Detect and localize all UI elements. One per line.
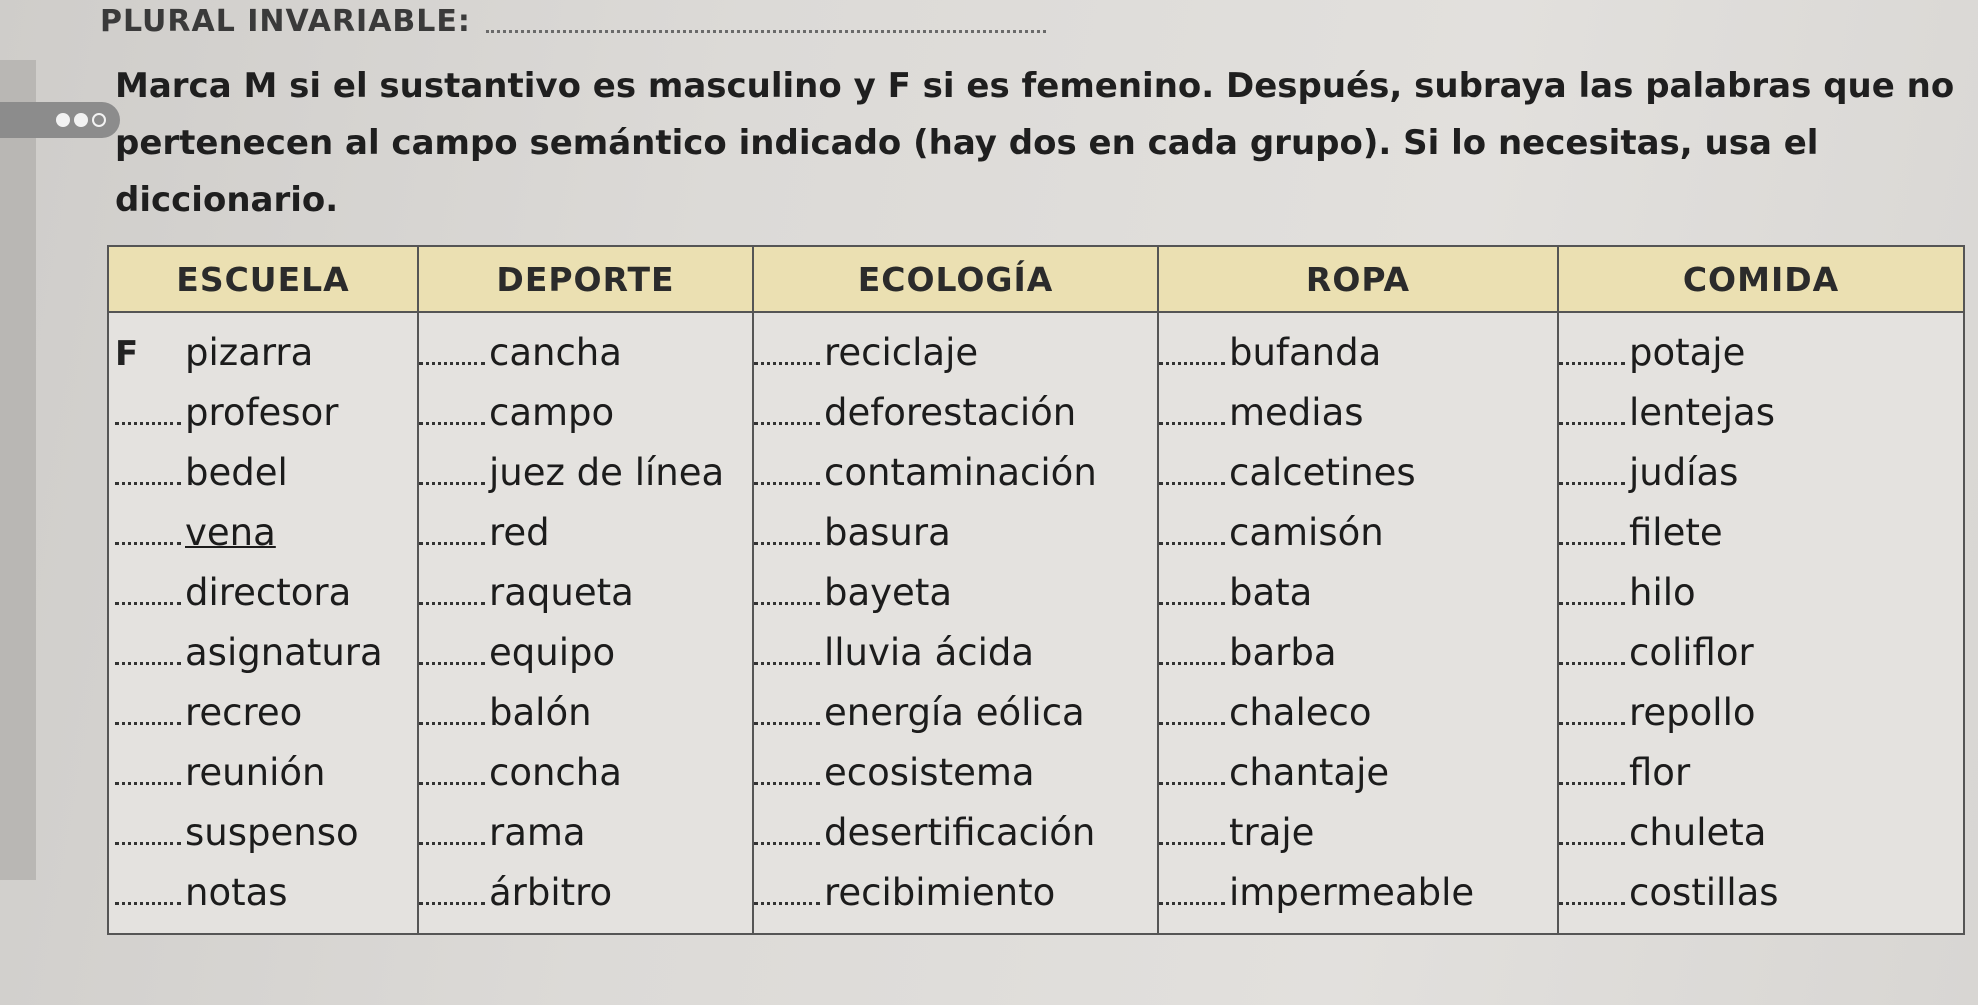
dotted-blank <box>115 542 181 545</box>
table-body-row <box>108 312 1964 934</box>
word-entry <box>1159 811 1557 871</box>
dotted-blank <box>419 602 485 605</box>
gender-answer-blank[interactable] <box>109 694 185 734</box>
page-margin-strip <box>0 60 36 880</box>
vocabulary-word[interactable]: equipo <box>489 631 616 674</box>
word-entry <box>419 691 752 751</box>
dotted-blank <box>754 542 820 545</box>
difficulty-dot-filled-icon <box>74 113 88 127</box>
dotted-blank <box>115 782 181 785</box>
word-entry <box>419 871 752 931</box>
gender-answer-blank[interactable] <box>1159 574 1229 614</box>
dotted-blank <box>754 722 820 725</box>
dotted-blank <box>115 602 181 605</box>
gender-answer-blank[interactable] <box>754 514 824 554</box>
gender-answer-blank[interactable] <box>1559 754 1629 794</box>
instructions-text: Marca M si el sustantivo es masculino y F si es femenino. Después, subraya las palabras que no pertenecen al campo semántico indicado (hay dos en cada grupo). Si lo necesitas, usa el diccionario. <box>115 66 1955 220</box>
vocabulary-word[interactable]: profesor <box>185 391 339 434</box>
gender-answer-blank[interactable] <box>419 814 489 854</box>
gender-answer-blank[interactable] <box>754 874 824 914</box>
gender-answer-blank[interactable] <box>1159 334 1229 374</box>
vocabulary-word[interactable]: basura <box>824 511 951 554</box>
vocabulary-word[interactable]: barba <box>1229 631 1337 674</box>
word-entry <box>1159 391 1557 451</box>
word-entry <box>754 331 1157 391</box>
vocabulary-word[interactable]: juez de línea <box>489 451 725 494</box>
vocabulary-word[interactable]: potaje <box>1629 331 1746 374</box>
dotted-blank <box>419 542 485 545</box>
word-entry <box>1559 391 1963 451</box>
column-ecologia <box>753 312 1158 934</box>
answer-dotted-line <box>486 30 1046 33</box>
gender-answer-blank[interactable] <box>109 814 185 854</box>
word-entry <box>419 631 752 691</box>
vocabulary-word[interactable]: camisón <box>1229 511 1384 554</box>
gender-answer-blank[interactable] <box>109 634 185 674</box>
word-entry <box>754 391 1157 451</box>
vocabulary-word[interactable]: chaleco <box>1229 691 1372 734</box>
vocabulary-word[interactable]: asignatura <box>185 631 383 674</box>
word-entry <box>109 751 417 811</box>
word-entry <box>419 331 752 391</box>
gender-answer-blank[interactable] <box>109 514 185 554</box>
gender-answer-blank[interactable] <box>1159 514 1229 554</box>
gender-answer-blank[interactable] <box>419 394 489 434</box>
dotted-blank <box>419 362 485 365</box>
vocabulary-word[interactable]: vena <box>185 511 276 554</box>
vocabulary-word[interactable]: traje <box>1229 811 1315 854</box>
gender-answer-blank[interactable] <box>419 694 489 734</box>
word-entry <box>754 451 1157 511</box>
gender-answer-blank[interactable] <box>754 574 824 614</box>
dotted-blank <box>1159 422 1225 425</box>
vocabulary-word[interactable]: recreo <box>185 691 303 734</box>
gender-answer-blank[interactable] <box>754 814 824 854</box>
word-entry <box>1159 871 1557 931</box>
word-entry <box>1559 451 1963 511</box>
vocabulary-word[interactable]: chantaje <box>1229 751 1390 794</box>
vocabulary-word[interactable]: concha <box>489 751 622 794</box>
dotted-blank <box>1559 842 1625 845</box>
difficulty-dot-filled-icon <box>56 113 70 127</box>
dotted-blank <box>1559 422 1625 425</box>
word-entry <box>419 391 752 451</box>
column-comida <box>1558 312 1964 934</box>
gender-answer-blank[interactable] <box>109 574 185 614</box>
word-entry <box>1159 691 1557 751</box>
word-entry <box>109 691 417 751</box>
dotted-blank <box>1159 722 1225 725</box>
word-entry <box>1159 451 1557 511</box>
vocabulary-word[interactable]: medias <box>1229 391 1364 434</box>
vocabulary-word[interactable]: desertificación <box>824 811 1096 854</box>
vocabulary-word[interactable]: energía eólica <box>824 691 1085 734</box>
dotted-blank <box>1159 902 1225 905</box>
gender-answer-blank[interactable] <box>1559 634 1629 674</box>
word-entry <box>109 631 417 691</box>
vocabulary-word[interactable]: campo <box>489 391 615 434</box>
vocabulary-word[interactable]: bufanda <box>1229 331 1382 374</box>
word-entry <box>1559 691 1963 751</box>
dotted-blank <box>1559 542 1625 545</box>
vocabulary-word[interactable]: hilo <box>1629 571 1696 614</box>
dotted-blank <box>754 902 820 905</box>
column-header-comida: COMIDA <box>1558 246 1964 312</box>
dotted-blank <box>1559 662 1625 665</box>
dotted-blank <box>754 662 820 665</box>
vocabulary-table <box>107 245 1965 935</box>
dotted-blank <box>419 842 485 845</box>
vocabulary-word[interactable]: filete <box>1629 511 1723 554</box>
word-entry <box>109 811 417 871</box>
gender-answer-blank[interactable] <box>754 394 824 434</box>
column-header-deporte: DEPORTE <box>418 246 753 312</box>
column-header-escuela: ESCUELA <box>108 246 418 312</box>
vocabulary-word[interactable]: bayeta <box>824 571 953 614</box>
word-entry <box>1159 331 1557 391</box>
gender-answer-blank[interactable] <box>1559 574 1629 614</box>
word-entry <box>1559 871 1963 931</box>
dotted-blank <box>1159 482 1225 485</box>
word-entry <box>754 511 1157 571</box>
word-entry <box>1559 571 1963 631</box>
dotted-blank <box>419 722 485 725</box>
gender-answer-blank[interactable] <box>419 514 489 554</box>
difficulty-dot-empty-icon <box>92 113 106 127</box>
gender-answer-blank[interactable] <box>109 754 185 794</box>
word-entry <box>754 811 1157 871</box>
gender-answer-blank[interactable] <box>419 874 489 914</box>
gender-answer-blank[interactable] <box>754 754 824 794</box>
vocabulary-word[interactable]: raqueta <box>489 571 634 614</box>
vocabulary-word[interactable]: judías <box>1629 451 1739 494</box>
dotted-blank <box>419 482 485 485</box>
word-entry <box>754 871 1157 931</box>
vocabulary-word[interactable]: balón <box>489 691 592 734</box>
table-header-row <box>108 246 1964 312</box>
column-escuela <box>108 312 418 934</box>
word-entry <box>109 451 417 511</box>
vocabulary-word[interactable]: red <box>489 511 550 554</box>
dotted-blank <box>419 782 485 785</box>
gender-answer-blank[interactable] <box>1159 394 1229 434</box>
word-entry <box>419 451 752 511</box>
vocabulary-word[interactable]: chuleta <box>1629 811 1767 854</box>
column-ropa <box>1158 312 1558 934</box>
gender-answer-blank[interactable] <box>419 574 489 614</box>
dotted-blank <box>1159 842 1225 845</box>
dotted-blank <box>754 782 820 785</box>
vocabulary-word[interactable]: cancha <box>489 331 622 374</box>
word-entry <box>754 631 1157 691</box>
dotted-blank <box>1159 602 1225 605</box>
gender-answer-blank[interactable] <box>419 634 489 674</box>
dotted-blank <box>1559 722 1625 725</box>
dotted-blank <box>1559 782 1625 785</box>
vocabulary-word[interactable]: bedel <box>185 451 288 494</box>
vocabulary-word[interactable]: notas <box>185 871 288 914</box>
vocabulary-word[interactable]: suspenso <box>185 811 359 854</box>
gender-answer-blank[interactable] <box>1559 334 1629 374</box>
word-entry <box>754 691 1157 751</box>
word-entry <box>1159 511 1557 571</box>
gender-answer-blank[interactable] <box>419 454 489 494</box>
gender-answer-blank[interactable] <box>1559 814 1629 854</box>
word-entry <box>419 571 752 631</box>
gender-answer-blank[interactable] <box>754 634 824 674</box>
dotted-blank <box>115 662 181 665</box>
vocabulary-word[interactable]: lluvia ácida <box>824 631 1035 674</box>
dotted-blank <box>1159 542 1225 545</box>
word-entry <box>1159 631 1557 691</box>
gender-answer-blank[interactable] <box>109 874 185 914</box>
vocabulary-word[interactable]: rama <box>489 811 586 854</box>
vocabulary-word[interactable]: flor <box>1629 751 1691 794</box>
word-entry <box>419 811 752 871</box>
word-entry <box>754 571 1157 631</box>
word-entry <box>754 751 1157 811</box>
gender-answer-blank[interactable] <box>1159 694 1229 734</box>
gender-answer-blank[interactable] <box>754 454 824 494</box>
vocabulary-word[interactable]: calcetines <box>1229 451 1416 494</box>
gender-answer-blank[interactable] <box>1559 454 1629 494</box>
vocabulary-word[interactable]: coliflor <box>1629 631 1754 674</box>
word-entry <box>419 751 752 811</box>
column-header-ecologia: ECOLOGÍA <box>753 246 1158 312</box>
vocabulary-word[interactable]: reciclaje <box>824 331 979 374</box>
gender-answer-blank[interactable] <box>419 754 489 794</box>
vocabulary-word[interactable]: costillas <box>1629 871 1779 914</box>
dotted-blank <box>1159 782 1225 785</box>
dotted-blank <box>115 842 181 845</box>
vocabulary-word[interactable]: lentejas <box>1629 391 1775 434</box>
word-entry <box>109 511 417 571</box>
dotted-blank <box>419 902 485 905</box>
vocabulary-word[interactable]: contaminación <box>824 451 1097 494</box>
dotted-blank <box>1559 602 1625 605</box>
dotted-blank <box>1559 482 1625 485</box>
word-entry <box>1159 571 1557 631</box>
dotted-blank <box>754 842 820 845</box>
gender-answer-blank[interactable] <box>1559 874 1629 914</box>
dotted-blank <box>754 362 820 365</box>
word-entry <box>109 571 417 631</box>
dotted-blank <box>1159 362 1225 365</box>
dotted-blank <box>754 602 820 605</box>
dotted-blank <box>1159 662 1225 665</box>
vocabulary-word[interactable]: reunión <box>185 751 326 794</box>
dotted-blank <box>419 422 485 425</box>
vocabulary-word[interactable]: pizarra <box>185 331 314 374</box>
gender-answer-blank[interactable] <box>109 394 185 434</box>
word-entry <box>1559 511 1963 571</box>
dotted-blank <box>1559 362 1625 365</box>
vocabulary-word[interactable]: directora <box>185 571 352 614</box>
vocabulary-word[interactable]: deforestación <box>824 391 1077 434</box>
exercise-instructions <box>115 58 1955 229</box>
gender-answer-blank[interactable] <box>419 334 489 374</box>
word-entry <box>1559 331 1963 391</box>
dotted-blank <box>1559 902 1625 905</box>
gender-answer-blank[interactable] <box>1159 814 1229 854</box>
gender-answer-blank[interactable] <box>1559 514 1629 554</box>
gender-answer-blank[interactable] <box>1159 754 1229 794</box>
column-deporte <box>418 312 753 934</box>
plural-invariable-heading: PLURAL INVARIABLE: <box>100 4 471 39</box>
gender-answer-blank[interactable] <box>109 454 185 494</box>
gender-answer-blank[interactable] <box>1559 394 1629 434</box>
word-entry <box>1559 751 1963 811</box>
dotted-blank <box>754 422 820 425</box>
vocabulary-word[interactable]: bata <box>1229 571 1313 614</box>
word-entry <box>109 391 417 451</box>
gender-answer-blank[interactable] <box>1159 454 1229 494</box>
vocabulary-word[interactable]: ecosistema <box>824 751 1035 794</box>
word-entry <box>109 871 417 931</box>
gender-answer-blank[interactable] <box>1559 694 1629 734</box>
difficulty-indicator <box>0 102 120 138</box>
gender-answer-blank[interactable] <box>754 694 824 734</box>
dotted-blank <box>115 722 181 725</box>
dotted-blank <box>754 482 820 485</box>
word-entry <box>419 511 752 571</box>
gender-answer-blank[interactable]: F <box>115 334 139 374</box>
word-entry <box>109 331 417 391</box>
word-entry <box>1559 811 1963 871</box>
vocabulary-word[interactable]: recibimiento <box>824 871 1056 914</box>
dotted-blank <box>419 662 485 665</box>
gender-answer-blank[interactable] <box>1159 634 1229 674</box>
vocabulary-word[interactable]: árbitro <box>489 871 613 914</box>
gender-answer-blank[interactable] <box>1159 874 1229 914</box>
gender-answer-blank[interactable] <box>754 334 824 374</box>
word-entry <box>1159 751 1557 811</box>
dotted-blank <box>115 902 181 905</box>
vocabulary-word[interactable]: impermeable <box>1229 871 1475 914</box>
word-entry <box>1559 631 1963 691</box>
vocabulary-word[interactable]: repollo <box>1629 691 1756 734</box>
column-header-ropa: ROPA <box>1158 246 1558 312</box>
dotted-blank <box>115 482 181 485</box>
dotted-blank <box>115 422 181 425</box>
